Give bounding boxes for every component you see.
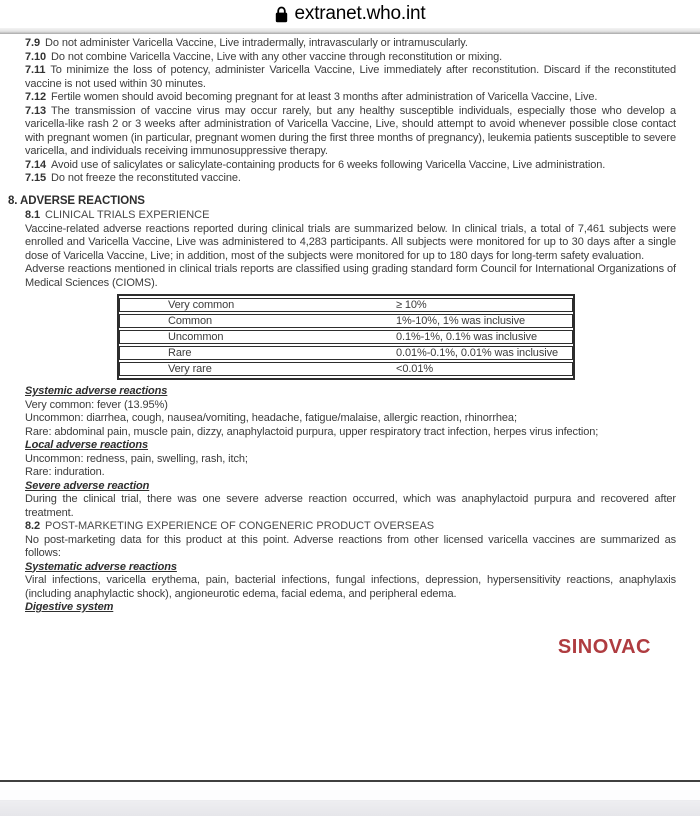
frequency-term-cell: Very rare xyxy=(119,362,394,376)
logo-row xyxy=(25,635,676,658)
browser-url-bar[interactable] xyxy=(0,0,700,28)
table-row xyxy=(119,346,573,360)
clause-number: 7.14 xyxy=(25,158,47,171)
local-line-uncommon: Uncommon: redness, pain, swelling, rash, itch; xyxy=(25,452,248,465)
table-row xyxy=(119,362,573,376)
viewer-bottom-strip xyxy=(0,782,700,801)
systemic-line-very-common: Very common: fever (13.95%) xyxy=(25,398,168,411)
clinical-trials-paragraph-2: Adverse reactions mentioned in clinical trials reports are classified using grading standard form Council for International Organizations of Medical Sciences (CIOMS). xyxy=(25,263,676,289)
document-page xyxy=(0,34,700,780)
clause-text: Do not freeze the reconstituted vaccine. xyxy=(51,172,241,184)
local-adverse-reactions-heading: Local adverse reactions xyxy=(25,439,149,451)
systematic-adverse-reactions-heading: Systematic adverse reactions xyxy=(25,560,177,573)
table-row xyxy=(119,330,573,344)
section-8-1-heading xyxy=(25,209,676,223)
frequency-range-cell: ≥ 10% xyxy=(394,298,573,312)
viewer-footer-background xyxy=(0,801,700,816)
frequency-term-cell: Very common xyxy=(119,298,394,312)
local-line-rare: Rare: induration. xyxy=(25,466,105,478)
section-title: CLINICAL TRIALS EXPERIENCE xyxy=(45,209,210,221)
clause-number: 7.13 xyxy=(25,104,47,117)
section-8-heading: 8. ADVERSE REACTIONS xyxy=(8,194,145,207)
lock-icon xyxy=(275,6,288,23)
clause-text: The transmission of vaccine virus may occur rarely, but any healthy susceptible individuals, especially those who develop a varicella-like rash 2 or 3 weeks after administration of Varicella Vaccine, Live, should attempt to avoid whenever possible close contact with pregnant women (in particular, pregnant women during the first three months of pregnancy), leukemia patients susceptible to severe varicella, and individuals receiving immunosuppressive therapy. xyxy=(25,104,676,157)
section-title: POST-MARKETING EXPERIENCE OF CONGENERIC PRODUCT OVERSEAS xyxy=(45,520,435,532)
clause-number: 7.15 xyxy=(25,172,47,184)
clause-7-9 xyxy=(25,37,676,51)
clause-number: 7.10 xyxy=(25,50,47,63)
clause-text: Do not combine Varicella Vaccine, Live with any other vaccine through reconstitution or mixing. xyxy=(51,50,503,63)
systematic-line: Viral infections, varicella erythema, pain, bacterial infections, fungal infections, depression, hypersensitivity reactions, anaphylaxis (including anaphylactic shock), angioneurotic edema, facial edema, and peripheral edema. xyxy=(25,574,676,600)
section-8-2-heading xyxy=(25,520,676,534)
clause-number: 7.12 xyxy=(25,91,47,103)
systemic-line-uncommon: Uncommon: diarrhea, cough, nausea/vomiting, headache, fatigue/malaise, allergic reaction, rhinorrhea; xyxy=(25,412,517,424)
frequency-term-cell: Uncommon xyxy=(119,330,394,344)
post-marketing-paragraph: No post-marketing data for this product at this point. Adverse reactions from other licensed varicella vaccines are summarized as follows: xyxy=(25,533,676,559)
clause-7-12 xyxy=(25,91,676,105)
clause-number: 7.11 xyxy=(25,64,46,76)
frequency-term-cell: Common xyxy=(119,314,394,328)
sinovac-logo: SINOVAC xyxy=(557,635,651,658)
frequency-range-cell: <0.01% xyxy=(394,362,573,376)
severe-adverse-reaction-heading: Severe adverse reaction xyxy=(25,479,150,492)
clause-7-11 xyxy=(25,64,676,91)
clause-text: To minimize the loss of potency, administer Varicella Vaccine, Live immediately after reconstitution. Discard if the reconstituted vaccine is not used within 30 minutes. xyxy=(25,64,676,90)
clause-7-14 xyxy=(25,159,676,173)
digestive-system-heading: Digestive system xyxy=(25,601,114,613)
frequency-range-cell: 0.1%-1%, 0.1% was inclusive xyxy=(394,330,573,344)
clause-7-13 xyxy=(25,105,676,159)
frequency-definition-table xyxy=(117,294,575,380)
clause-7-15 xyxy=(25,172,676,186)
url-text: extranet.who.int xyxy=(294,3,426,24)
systemic-line-rare: Rare: abdominal pain, muscle pain, dizzy, anaphylactoid purpura, upper respiratory tract infection, herpes virus infection; xyxy=(25,425,599,438)
clause-7-10 xyxy=(25,51,676,65)
table-row xyxy=(119,314,573,328)
frequency-range-cell: 0.01%-0.1%, 0.01% was inclusive xyxy=(394,346,573,360)
clinical-trials-paragraph-1: Vaccine-related adverse reactions reported during clinical trials are summarized below. In clinical trials, a total of 7,461 subjects were enrolled and Varicella Vaccine, Live was administered to 4,283 participants. All subjects were monitored for up to 30 days after a single dose of Varicella Vaccine, Live; in addition, most of the subjects were monitored for up to 180 days for long-term safety evaluation. xyxy=(25,222,676,262)
clause-number: 7.9 xyxy=(25,37,40,49)
systemic-adverse-reactions-heading: Systemic adverse reactions xyxy=(25,385,168,397)
frequency-term-cell: Rare xyxy=(119,346,394,360)
section-number: 8.2 xyxy=(25,520,40,532)
clause-text: Do not administer Varicella Vaccine, Live intradermally, intravascularly or intramuscularly. xyxy=(45,37,468,49)
frequency-range-cell: 1%-10%, 1% was inclusive xyxy=(394,314,573,328)
clause-text: Fertile women should avoid becoming pregnant for at least 3 months after administration of Varicella Vaccine, Live. xyxy=(51,91,598,103)
clause-text: Avoid use of salicylates or salicylate-containing products for 6 weeks following Varicella Vaccine, Live administration. xyxy=(51,158,606,171)
section-number: 8.1 xyxy=(25,209,40,221)
table-row xyxy=(119,298,573,312)
severe-line: During the clinical trial, there was one severe adverse reaction occurred, which was anaphylactoid purpura and recovered after treatment. xyxy=(25,493,676,519)
